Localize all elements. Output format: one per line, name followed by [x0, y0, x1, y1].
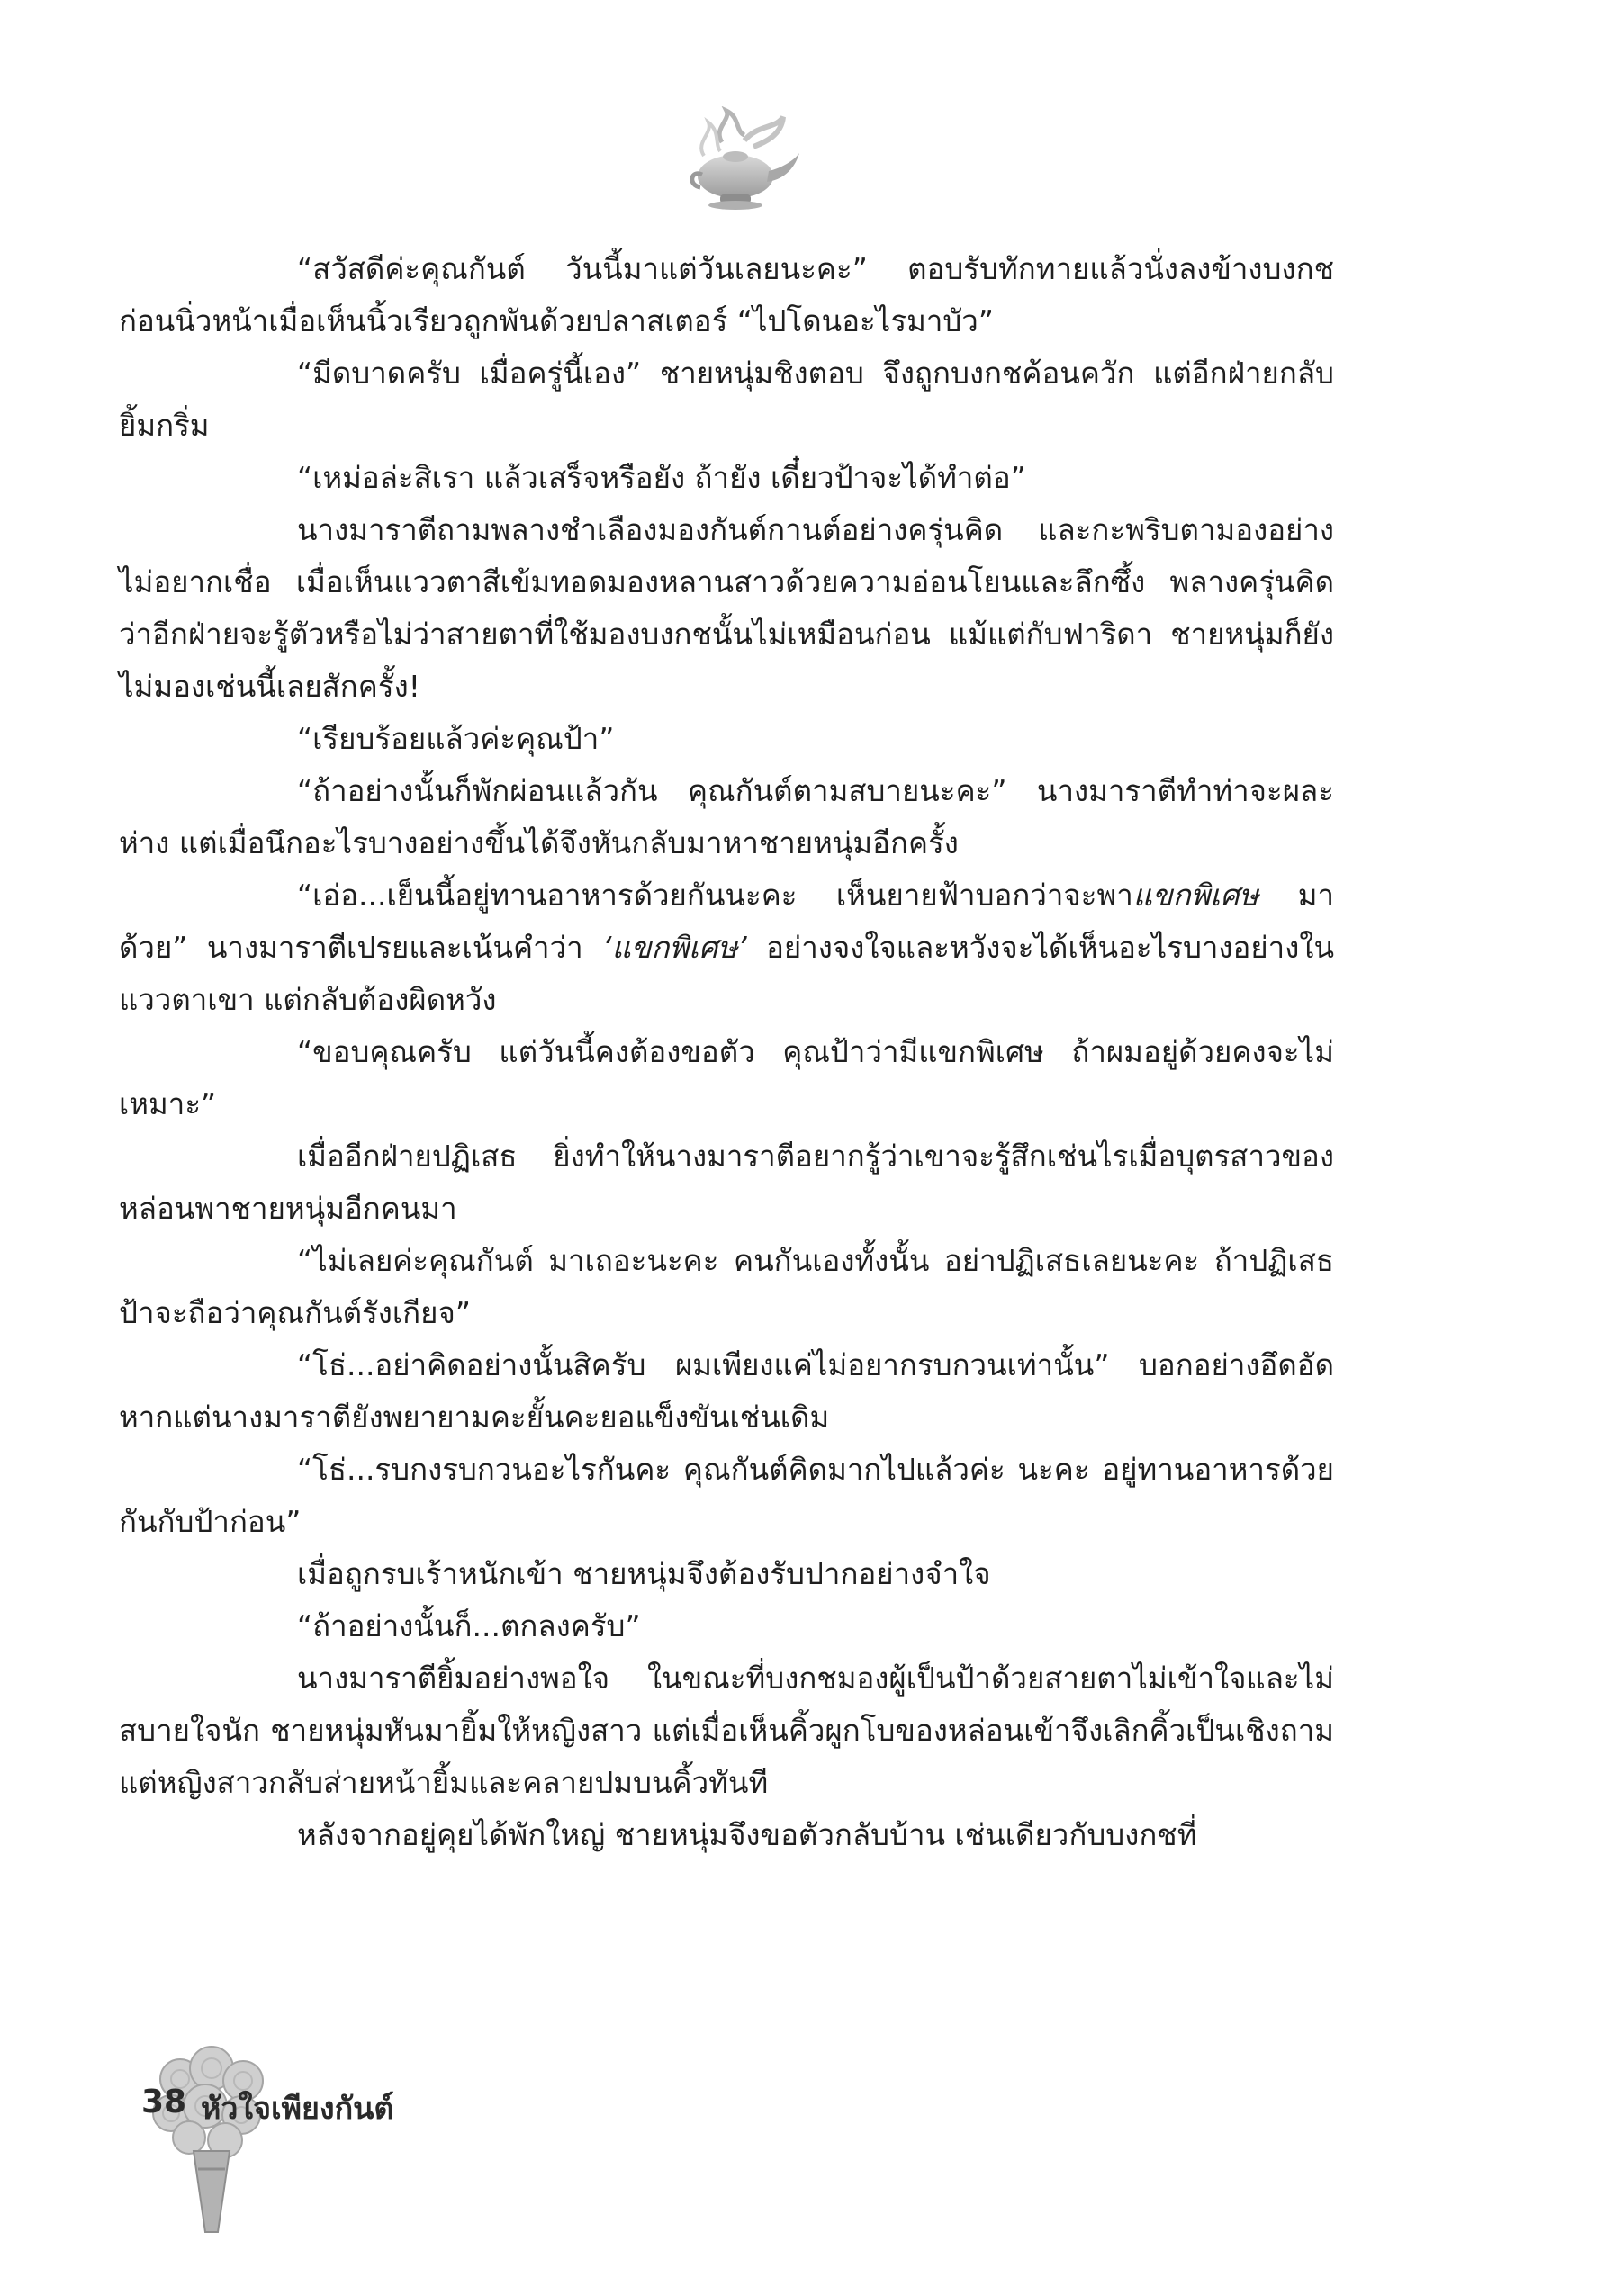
paragraph: เมื่ออีกฝ่ายปฏิเสธ ยิ่งทำให้นางมาราตีอยากรู้ว่าเขาจะรู้สึกเช่นไรเมื่อบุตรสาวของหล่อนพาชายหนุ่มอีกคนมา — [119, 1139, 1334, 1226]
page-number: 38 — [141, 2084, 187, 2120]
paragraph: “โธ่...รบกงรบกวนอะไรกันคะ คุณกันต์คิดมากไปแล้วค่ะ นะคะ อยู่ทานอาหารด้วยกันกับป้าก่อน” — [119, 1452, 1334, 1539]
emphasis-special-guest: แขกพิเศษ — [1132, 878, 1259, 913]
paragraph: “มีดบาดครับ เมื่อครู่นี้เอง” ชายหนุ่มชิงตอบ จึงถูกบงกชค้อนควัก แต่อีกฝ่ายกลับยิ้มกริ่ม — [119, 356, 1334, 443]
paragraph: “เรียบร้อยแล้วค่ะคุณป้า” — [297, 721, 615, 756]
paragraph: เมื่อถูกรบเร้าหนักเข้า ชายหนุ่มจึงต้องรับปากอย่างจำใจ — [297, 1556, 991, 1591]
paragraph: “เหม่อล่ะสิเรา แล้วเสร็จหรือยัง ถ้ายัง เดี๋ยวป้าจะได้ทำต่อ” — [297, 460, 1026, 495]
emphasis-special-guest-quoted: ‘แขกพิเศษ’ — [602, 930, 747, 965]
paragraph-with-emphasis — [119, 869, 1334, 1026]
paragraph-segment: มาด้วย” นางมาราตีเปรยและเน้นคำว่า — [119, 878, 1334, 965]
paragraph-segment: อย่างจงใจและหวังจะได้เห็นอะไรบางอย่างในแววตาเขา แต่กลับต้องผิดหวัง — [119, 930, 1334, 1017]
paragraph: “โธ่...อย่าคิดอย่างนั้นสิครับ ผมเพียงแค่ไม่อยากรบกวนเท่านั้น” บอกอย่างอึดอัด หากแต่นางมาราตียังพยายามคะยั้นคะยอแข็งขันเช่นเดิม — [119, 1347, 1334, 1435]
paragraph: “สวัสดีค่ะคุณกันต์ วันนี้มาแต่วันเลยนะคะ” ตอบรับทักทายแล้วนั่งลงข้างบงกช ก่อนนิ่วหน้าเมื่อเห็นนิ้วเรียวถูกพันด้วยปลาสเตอร์ “ไปโดนอะไรมาบัว” — [119, 251, 1334, 338]
book-title: หัวใจเพียงกันต์ — [201, 2091, 394, 2127]
paragraph: “ไม่เลยค่ะคุณกันต์ มาเถอะนะคะ คนกันเองทั้งนั้น อย่าปฏิเสธเลยนะคะ ถ้าปฏิเสธ ป้าจะถือว่าคุณกันต์รังเกียจ” — [119, 1243, 1334, 1330]
paragraph: “ถ้าอย่างนั้นก็...ตกลงครับ” — [297, 1608, 641, 1643]
story-text — [119, 243, 1334, 1861]
bouquet-ornament-icon — [144, 2043, 279, 2241]
paragraph: นางมาราตีถามพลางชำเลืองมองกันต์กานต์อย่างครุ่นคิด และกะพริบตามองอย่างไม่อยากเชื่อ เมื่อเห็นแววตาสีเข้มทอดมองหลานสาวด้วยความอ่อนโยนและลึกซึ้ง พลางครุ่นคิดว่าอีกฝ่ายจะรู้ตัวหรือไม่ว่าสายตาที่ใช้มองบงกชนั้นไม่เหมือนก่อน แม้แต่กับฟาริดา ชายหนุ่มก็ยังไม่มองเช่นนี้เลยสักครั้ง! — [119, 512, 1334, 704]
paragraph: นางมาราตียิ้มอย่างพอใจ ในขณะที่บงกชมองผู้เป็นป้าด้วยสายตาไม่เข้าใจและไม่สบายใจนัก ชายหนุ่มหันมายิ้มให้หญิงสาว แต่เมื่อเห็นคิ้วผูกโบของหล่อนเข้าจึงเลิกคิ้วเป็นเชิงถาม แต่หญิงสาวกลับส่ายหน้ายิ้มและคลายปมบนคิ้วทันที — [119, 1661, 1334, 1800]
lamp-ornament-icon — [668, 106, 803, 214]
paragraph-segment: “เอ่อ...เย็นนี้อยู่ทานอาหารด้วยกันนะคะ เห็นยายฟ้าบอกว่าจะพา — [297, 878, 1133, 913]
paragraph: หลังจากอยู่คุยได้พักใหญ่ ชายหนุ่มจึงขอตัวกลับบ้าน เช่นเดียวกับบงกชที่ — [297, 1817, 1197, 1852]
paragraph: “ถ้าอย่างนั้นก็พักผ่อนแล้วกัน คุณกันต์ตามสบายนะคะ” นางมาราตีทำท่าจะผละห่าง แต่เมื่อนึกอะไรบางอย่างขึ้นได้จึงหันกลับมาหาชายหนุ่มอีกครั้ง — [119, 773, 1334, 860]
paragraph: “ขอบคุณครับ แต่วันนี้คงต้องขอตัว คุณป้าว่ามีแขกพิเศษ ถ้าผมอยู่ด้วยคงจะไม่เหมาะ” — [119, 1034, 1334, 1121]
